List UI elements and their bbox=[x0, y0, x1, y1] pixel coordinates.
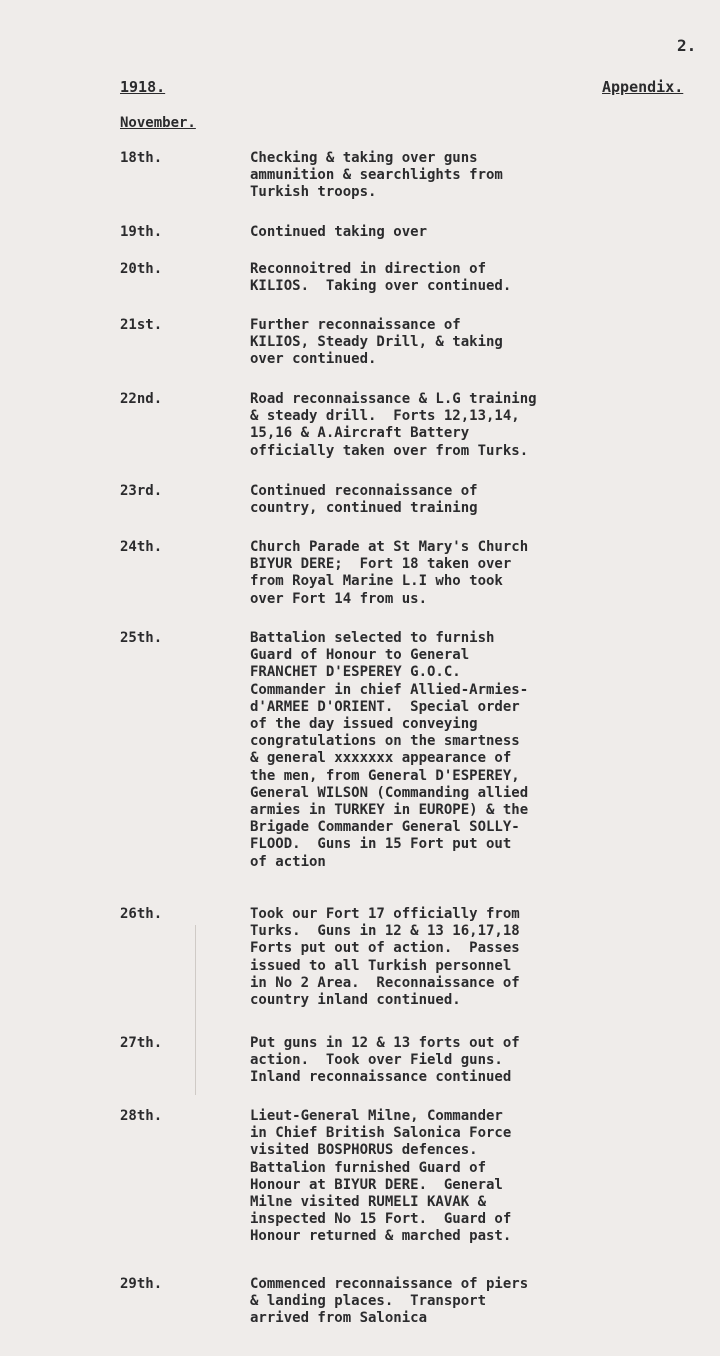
entry-text: Checking & taking over guns ammunition & searchlights from Turkish troops. bbox=[250, 150, 503, 201]
entry-text: Church Parade at St Mary's Church BIYUR DERE; Fort 18 taken over from Royal Marine L.I who took over Fort 14 from us. bbox=[250, 539, 529, 607]
entry-date: 22nd. bbox=[120, 391, 163, 407]
entry-date: 25th. bbox=[120, 630, 163, 646]
margin-mark bbox=[195, 925, 196, 1095]
entry-text: Continued reconnaissance of country, continued training bbox=[250, 483, 478, 517]
page-number: 2. bbox=[677, 36, 697, 55]
month-heading: November. bbox=[120, 115, 196, 131]
entry-date: 21st. bbox=[120, 317, 163, 333]
appendix-heading: Appendix. bbox=[602, 78, 684, 96]
entry-date: 29th. bbox=[120, 1276, 163, 1292]
year-heading: 1918. bbox=[120, 78, 166, 96]
entry-date: 28th. bbox=[120, 1108, 163, 1124]
entry-date: 18th. bbox=[120, 150, 163, 166]
entry-text: Battalion selected to furnish Guard of Honour to General FRANCHET D'ESPEREY G.O.C. Commander in chief Allied-Armies- d'ARMEE D'ORIENT. Special order of the day issued conveying congratulations on the smartness & general xxxxxxx appearance of the men, from General D'ESPEREY, General WILSON (Commanding allied armies in TURKEY in EUROPE) & the Brigade Commander General SOLLY- FLOOD. Guns in 15 Fort put out of action bbox=[250, 630, 529, 870]
entry-date: 23rd. bbox=[120, 483, 163, 499]
entry-date: 19th. bbox=[120, 224, 163, 240]
entry-text: Put guns in 12 & 13 forts out of action. Took over Field guns. Inland reconnaissance continued bbox=[250, 1035, 520, 1086]
entry-date: 20th. bbox=[120, 261, 163, 277]
entry-text: Road reconnaissance & L.G training & steady drill. Forts 12,13,14, 15,16 & A.Aircraft Battery officially taken over from Turks. bbox=[250, 391, 537, 459]
entry-text: Lieut-General Milne, Commander in Chief British Salonica Force visited BOSPHORUS defences. Battalion furnished Guard of Honour at BIYUR DERE. General Milne visited RUMELI KAVAK & inspected No 15 Fort. Guard of Honour returned & marched past. bbox=[250, 1108, 512, 1245]
entry-text: Further reconnaissance of KILIOS, Steady Drill, & taking over continued. bbox=[250, 317, 503, 368]
entry-date: 24th. bbox=[120, 539, 163, 555]
entry-date: 26th. bbox=[120, 906, 163, 922]
entry-text: Commenced reconnaissance of piers & landing places. Transport arrived from Salonica bbox=[250, 1276, 529, 1327]
entry-text: Reconnoitred in direction of KILIOS. Taking over continued. bbox=[250, 261, 512, 295]
entry-text: Took our Fort 17 officially from Turks. Guns in 12 & 13 16,17,18 Forts put out of action. Passes issued to all Turkish personnel in No 2 Area. Reconnaissance of country inland continued. bbox=[250, 906, 520, 1009]
entry-text: Continued taking over bbox=[250, 224, 428, 240]
entry-date: 27th. bbox=[120, 1035, 163, 1051]
